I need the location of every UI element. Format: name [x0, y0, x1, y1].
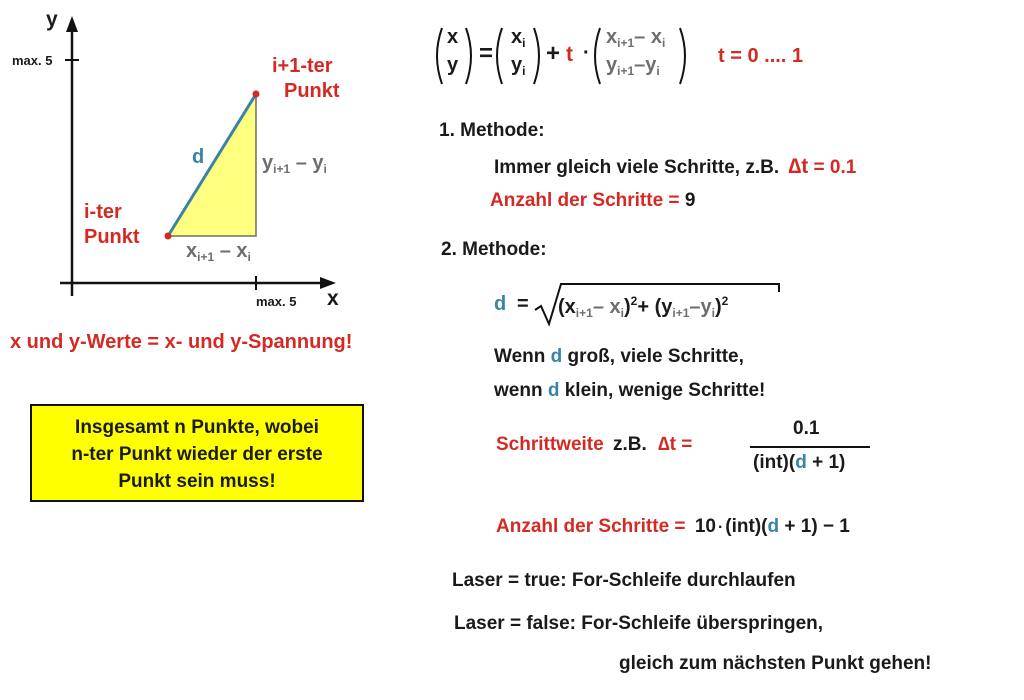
wenn-gross: Wenn d groß, viele Schritte, [494, 346, 744, 367]
method1-line: Immer gleich viele Schritte, z.B. ∆t = 0.1 [494, 155, 857, 178]
formula-dot: · [583, 42, 590, 64]
vec-dy: $y_{i+1}-y_i$ [606, 54, 660, 78]
schrittweite-line: Schrittweite z.B. ∆t = [496, 434, 693, 455]
laser-true: Laser = true: For-Schleife durchlaufen [452, 570, 796, 591]
voltage-note: x und y-Werte = x- und y-Spannung! [10, 331, 353, 353]
dist-eq: = [517, 293, 529, 315]
formula-t: t [566, 43, 573, 66]
wenn-klein: wenn d klein, wenige Schritte! [494, 380, 766, 401]
method1-title: 1. Methode: [439, 120, 545, 141]
formula-plus: + [546, 40, 561, 67]
t-range: t = 0 .... 1 [718, 45, 804, 67]
dist-d: d [494, 293, 507, 315]
vec-xi: $x_i$ [511, 26, 526, 50]
info-box: Insgesamt n Punkte, wobei n-ter Punkt wieder der erste Punkt sein muss! [30, 404, 364, 502]
method1-steps: Anzahl der Schritte = 9 [490, 190, 696, 211]
vec-yi: $y_i$ [511, 54, 526, 78]
formula-eq: = [479, 40, 494, 67]
x-max-label: max. 5 [256, 294, 297, 309]
laser-false-cont: gleich zum nächsten Punkt gehen! [619, 653, 932, 674]
dy-label: $y_{i+1} - y_i$ [262, 152, 327, 176]
y-max-label: max. 5 [12, 53, 53, 68]
y-axis-arrow [66, 16, 78, 32]
anzahl-line: Anzahl der Schritte = 10 · (int)(d + 1) − 1 [496, 516, 850, 537]
vec-y: y [447, 54, 459, 76]
dx-label: $x_{i+1} - x_i$ [186, 240, 251, 264]
vec-x: x [447, 26, 459, 48]
point-i1-marker [253, 91, 260, 98]
method2-title: 2. Methode: [441, 239, 547, 260]
distance-label: d [192, 146, 205, 168]
y-axis-label: y [46, 8, 58, 31]
x-axis-label: x [327, 287, 339, 310]
frac-denominator: (int)(d + 1) [753, 452, 846, 473]
dist-term: ($x_{i+1}-$ $x_i)^2+ (y_{i+1}-y_i)^2$ [558, 294, 729, 320]
point-i-label: i-ter Punkt [84, 201, 140, 248]
frac-line [750, 446, 870, 448]
laser-false: Laser = false: For-Schleife überspringen, [454, 613, 824, 634]
point-i-marker [165, 233, 172, 240]
vec-dx: $x_{i+1}-$ $x_i$ [606, 26, 666, 50]
point-i1-label: i+1-ter Punkt [272, 55, 340, 102]
frac-numerator: 0.1 [793, 418, 820, 439]
coordinate-diagram [0, 0, 420, 320]
